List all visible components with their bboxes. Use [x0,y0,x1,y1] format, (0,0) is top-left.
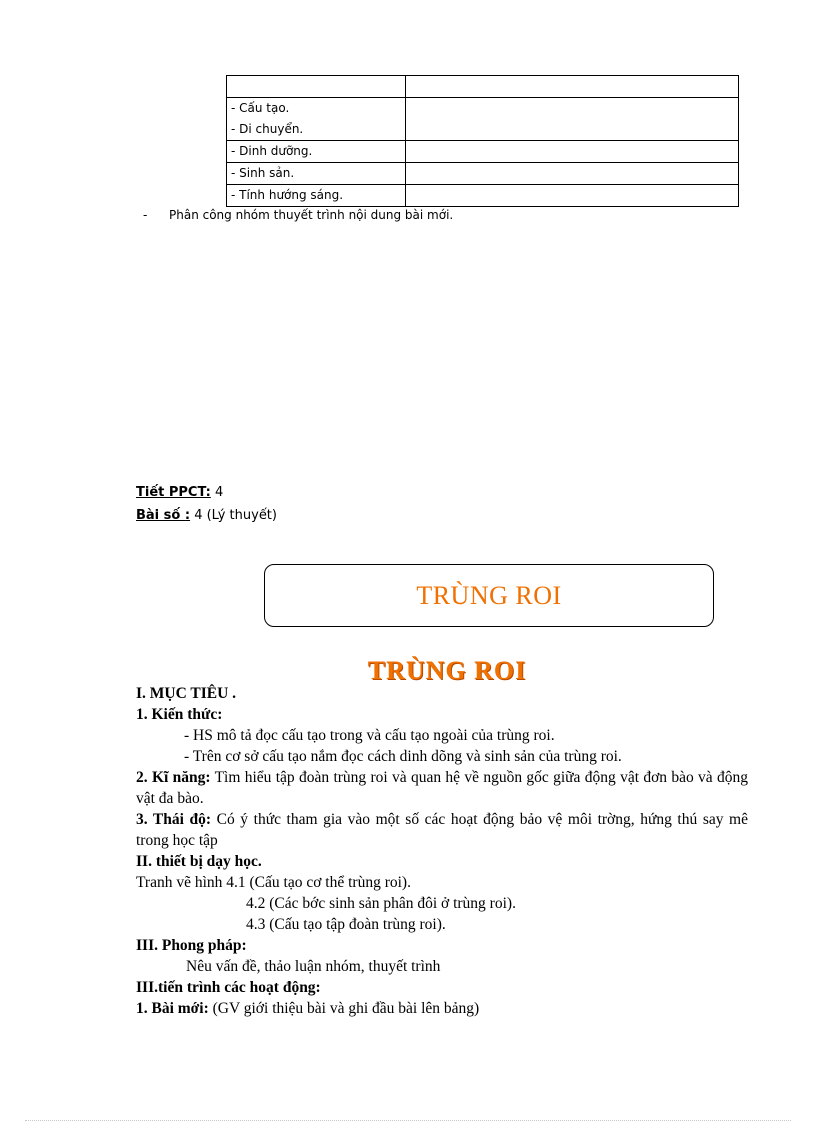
table-cell: - Tính hướng sáng. [227,185,406,207]
table-cell: - Sinh sản. [227,163,406,185]
table-header-row [227,76,739,98]
table-row [227,141,739,163]
period-value: 4 [210,485,224,500]
table-cell [406,141,739,163]
subsection-heading: 1. Bài mới: [136,1000,209,1017]
table-row [227,163,739,185]
lesson-body [136,683,748,1019]
table-cell [227,98,406,141]
section-heading: III. Phong pháp: [136,937,247,954]
period-line [136,485,223,500]
table-cell-line: - Cấu tạo. [231,101,290,115]
page-bottom-divider [25,1120,791,1121]
page-title: TRÙNG ROI [367,656,527,685]
table-cell [406,185,739,207]
subsection-heading: 1. Kiến thức: [136,706,223,723]
table-cell: - Dinh dưỡng. [227,141,406,163]
skills-paragraph [136,767,748,809]
lesson-value: 4 (Lý thuyết) [190,508,277,523]
table-row [227,185,739,207]
equipment-item: 4.3 (Cấu tạo tập đoàn trùng roi). [246,916,446,933]
title-box-text: TRÙNG ROI [416,580,562,610]
attitude-paragraph [136,809,748,851]
lesson-label: Bài số : [136,508,191,523]
section-heading: II. thiết bị dạy học. [136,853,262,870]
section-heading: I. MỤC TIÊU . [136,685,237,702]
equipment-item: 4.2 (Các bớc sinh sản phân đôi ở trùng roi). [246,895,516,912]
subsection-heading: 3. Thái độ: [136,811,212,828]
period-label: Tiết PPCT: [136,485,211,500]
bullet-dash: - [143,208,148,222]
paragraph-text: (GV giới thiệu bài và ghi đầu bài lên bảng) [208,1000,480,1017]
table-cell [406,163,739,185]
table-cell [406,98,739,141]
paragraph-text: Có ý thức tham gia vào một số các hoạt động bảo vệ môi trờng, hứng thú say mê trong học tập [136,811,748,849]
assignment-text: Phân công nhóm thuyết trình nội dung bài mới. [169,208,454,222]
equipment-item: Tranh vẽ hình 4.1 (Cấu tạo cơ thể trùng roi). [136,874,411,891]
assignment-note [143,208,453,222]
subsection-heading: 2. Kĩ năng: [136,769,211,786]
table-header-cell [227,76,406,98]
paragraph-text: Tìm hiểu tập đoàn trùng roi và quan hệ về nguồn gốc giữa động vật đơn bào và động vật đa bào. [136,769,749,807]
comparison-table [226,75,739,207]
table-row [227,98,739,141]
objective-item: - HS mô tả đọc cấu tạo trong và cấu tạo ngoài của trùng roi. [184,727,555,744]
lesson-line [136,508,277,523]
table-cell-line: - Di chuyển. [231,122,304,136]
objective-item: - Trên cơ sở cấu tạo nắm đọc cách dinh dõng và sinh sản của trùng roi. [184,748,622,765]
section-heading: III.tiến trình các hoạt động: [136,979,321,996]
title-box [264,564,714,627]
new-lesson-line [136,998,748,1019]
method-item: Nêu vấn đề, thảo luận nhóm, thuyết trình [186,958,441,975]
table-header-cell [406,76,739,98]
